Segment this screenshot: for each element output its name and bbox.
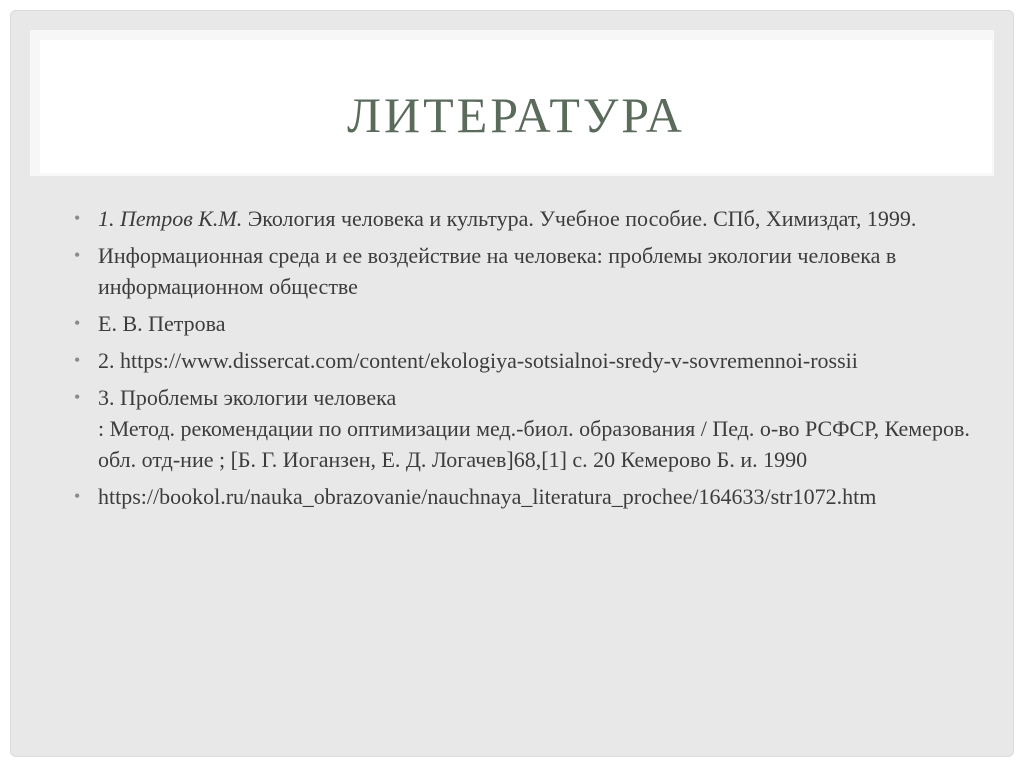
reference-link: https://bookol.ru/nauka_obrazovanie/nauchnaya_literatura_prochee/164633/str1072.htm [98, 484, 877, 509]
slide-title: ЛИТЕРАТУРА [347, 87, 685, 143]
list-item [74, 481, 974, 512]
bullet-icon: • [74, 208, 81, 228]
title-box [40, 40, 992, 173]
bullet-icon: • [74, 313, 81, 333]
list-item [74, 203, 974, 234]
bullet-icon: • [74, 387, 81, 407]
list-item [74, 382, 974, 475]
reference-link: 2. https://www.dissercat.com/content/ekologiya-sotsialnoi-sredy-v-sovremennoi-rossii [98, 348, 858, 373]
bullet-icon: • [74, 486, 81, 506]
reference-text: Е. В. Петрова [98, 311, 226, 336]
list-item [74, 240, 974, 302]
slide [10, 10, 1014, 757]
reference-details: : Метод. рекомендации по оптимизации мед.-биол. образования / Пед. о-во РСФСР, Кемеров. обл. отд-ние ; [Б. Г. Иоганзен, Е. Д. Логачев]68,[1] с. 20 Кемерово Б. и. 1990 [98, 416, 970, 472]
reference-text: Экология человека и культура. Учебное пособие. СПб, Химиздат, 1999. [242, 206, 917, 231]
references-list [74, 203, 974, 518]
reference-author: 1. Петров К.М. [98, 206, 243, 231]
bullet-icon: • [74, 245, 81, 265]
reference-text: 3. Проблемы экологии человека [98, 385, 397, 410]
bullet-icon: • [74, 350, 81, 370]
list-item [74, 345, 974, 376]
reference-text: Информационная среда и ее воздействие на человека: проблемы экологии человека в информационном обществе [98, 243, 897, 299]
list-item [74, 308, 974, 339]
